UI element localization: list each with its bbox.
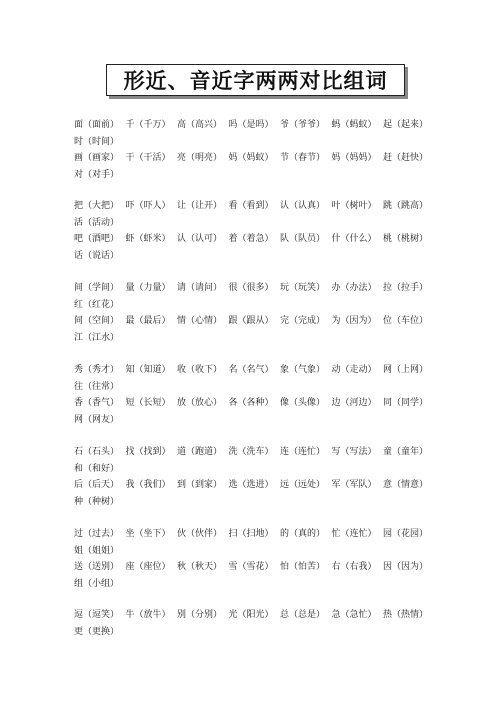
word-entry: 更（更换） — [74, 626, 120, 637]
word-entry: 蚂（蚂蚁） — [331, 120, 377, 131]
word-row — [74, 362, 454, 379]
word-entry: 坐（坐下） — [125, 529, 171, 540]
word-row-continuation — [74, 379, 454, 396]
word-entry: 位（车位） — [383, 316, 429, 327]
word-entry: 吗（是吗） — [228, 120, 274, 131]
word-entry: 千（千万） — [125, 120, 171, 131]
word-entry: 玩（玩笑） — [280, 283, 326, 294]
word-entry: 童（童年） — [383, 447, 429, 458]
word-entry: 江（江水） — [74, 332, 120, 343]
word-entry: 因（因为） — [383, 562, 429, 573]
word-row-continuation — [74, 134, 454, 151]
word-entry: 和（和好） — [74, 463, 120, 474]
word-entry: 我（我们） — [125, 480, 171, 491]
word-row — [74, 395, 454, 412]
word-entry: 秀（秀才） — [74, 365, 120, 376]
word-group — [74, 444, 454, 510]
word-row — [74, 559, 454, 576]
word-entry: 量（力量） — [125, 283, 171, 294]
word-entry: 的（真的） — [280, 529, 326, 540]
word-entry: 各（各种） — [228, 398, 274, 409]
word-group — [74, 526, 454, 592]
word-row — [74, 150, 454, 167]
word-group — [74, 280, 454, 346]
word-row-continuation — [74, 248, 454, 265]
word-group — [74, 198, 454, 264]
word-entry: 像（头像） — [280, 398, 326, 409]
word-entry: 道（跑道） — [177, 447, 223, 458]
word-row-continuation — [74, 543, 454, 560]
word-entry: 认（认可） — [177, 234, 223, 245]
word-entry: 什（什么） — [331, 234, 377, 245]
word-entry: 网（上网） — [383, 365, 429, 376]
word-entry: 短（长短） — [125, 398, 171, 409]
word-entry: 名（名气） — [228, 365, 274, 376]
word-entry: 对（对手） — [74, 169, 120, 180]
word-row — [74, 444, 454, 461]
page-title: 形近、音近字两两对比组词 — [106, 64, 405, 96]
word-entry: 很（很多） — [228, 283, 274, 294]
word-entry: 拉（拉手） — [383, 283, 429, 294]
word-entry: 画（画家） — [74, 153, 120, 164]
word-entry: 后（后天） — [74, 480, 120, 491]
word-entry: 姐（姐姐） — [74, 545, 120, 556]
word-entry: 放（放心） — [177, 398, 223, 409]
word-entry: 别（分别） — [177, 610, 223, 621]
word-entry: 牛（放牛） — [125, 610, 171, 621]
word-entry: 爷（爷爷） — [280, 120, 326, 131]
word-entry: 网（网友） — [74, 414, 120, 425]
word-entry: 总（总是） — [280, 610, 326, 621]
word-entry: 让（让开） — [177, 201, 223, 212]
word-entry: 园（花园） — [383, 529, 429, 540]
word-entry: 送（送别） — [74, 562, 120, 573]
word-entry: 起（起来） — [383, 120, 429, 131]
word-entry: 知（知道） — [125, 365, 171, 376]
word-entry: 石（石头） — [74, 447, 120, 458]
word-row-continuation — [74, 576, 454, 593]
word-entry: 红（红花） — [74, 299, 120, 310]
word-entry: 跟（跟从） — [228, 316, 274, 327]
word-entry: 时（时间） — [74, 136, 120, 147]
word-entry: 把（大把） — [74, 201, 120, 212]
word-row — [74, 477, 454, 494]
word-row — [74, 280, 454, 297]
word-entry: 叶（树叶） — [331, 201, 377, 212]
word-row-continuation — [74, 461, 454, 478]
word-entry: 间（空间） — [74, 316, 120, 327]
word-row-continuation — [74, 494, 454, 511]
word-group — [74, 117, 454, 183]
word-entry: 面（面前） — [74, 120, 120, 131]
word-entry: 跳（跳高） — [383, 201, 429, 212]
word-entry: 选（选进） — [228, 480, 274, 491]
word-entry: 吧（酒吧） — [74, 234, 120, 245]
word-row-continuation — [74, 297, 454, 314]
word-row — [74, 231, 454, 248]
word-entry: 办（办法） — [331, 283, 377, 294]
word-entry: 逗（逗笑） — [74, 610, 120, 621]
word-entry: 妈（妈蚁） — [228, 153, 274, 164]
word-entry: 同（同学） — [383, 398, 429, 409]
word-entry: 收（收下） — [177, 365, 223, 376]
word-entry: 怕（怕苦） — [280, 562, 326, 573]
word-entry: 找（找到） — [125, 447, 171, 458]
word-entry: 动（走动） — [331, 365, 377, 376]
word-entry: 过（过去） — [74, 529, 120, 540]
word-entry: 间（学间） — [74, 283, 120, 294]
word-entry: 意（情意） — [383, 480, 429, 491]
word-entry: 活（活动） — [74, 217, 120, 228]
word-entry: 洗（洗车） — [228, 447, 274, 458]
word-group — [74, 607, 454, 640]
word-row — [74, 526, 454, 543]
word-entry: 忙（连忙） — [331, 529, 377, 540]
word-entry: 伙（伙伴） — [177, 529, 223, 540]
word-row — [74, 117, 454, 134]
word-row-continuation — [74, 624, 454, 641]
word-entry: 到（到家） — [177, 480, 223, 491]
word-row-continuation — [74, 330, 454, 347]
word-entry: 组（小组） — [74, 578, 120, 589]
word-entry: 象（气象） — [280, 365, 326, 376]
word-entry: 着（着急） — [228, 234, 274, 245]
word-entry: 热（热情） — [383, 610, 429, 621]
word-entry: 干（干活） — [125, 153, 171, 164]
word-entry: 军（军队） — [331, 480, 377, 491]
word-entry: 连（连忙） — [280, 447, 326, 458]
word-entry: 香（香气） — [74, 398, 120, 409]
word-entry: 看（看到） — [228, 201, 274, 212]
word-entry: 情（心情） — [177, 316, 223, 327]
word-entry: 吓（吓人） — [125, 201, 171, 212]
word-row — [74, 607, 454, 624]
word-entry: 扫（扫地） — [228, 529, 274, 540]
word-row — [74, 198, 454, 215]
word-entry: 最（最后） — [125, 316, 171, 327]
word-row — [74, 313, 454, 330]
word-entry: 边（河边） — [331, 398, 377, 409]
word-entry: 请（请问） — [177, 283, 223, 294]
word-entry: 赶（赶快） — [383, 153, 429, 164]
word-row-continuation — [74, 215, 454, 232]
word-entry: 节（春节） — [280, 153, 326, 164]
word-entry: 急（急忙） — [331, 610, 377, 621]
word-entry: 桃（桃树） — [383, 234, 429, 245]
word-entry: 话（说话） — [74, 250, 120, 261]
word-entry: 妈（妈妈） — [331, 153, 377, 164]
word-entry: 队（队员） — [280, 234, 326, 245]
word-entry: 亮（明亮） — [177, 153, 223, 164]
word-entry: 完（完成） — [280, 316, 326, 327]
word-row-continuation — [74, 412, 454, 429]
word-entry: 虾（虾米） — [125, 234, 171, 245]
word-entry: 写（写法） — [331, 447, 377, 458]
word-entry: 秋（秋天） — [177, 562, 223, 573]
word-entry: 光（阳光） — [228, 610, 274, 621]
word-entry: 远（远处） — [280, 480, 326, 491]
word-row-continuation — [74, 167, 454, 184]
word-entry: 雪（雪花） — [228, 562, 274, 573]
word-group — [74, 362, 454, 428]
word-entry: 座（座位） — [125, 562, 171, 573]
word-entry: 右（右我） — [331, 562, 377, 573]
word-entry: 认（认真） — [280, 201, 326, 212]
word-entry: 往（往常） — [74, 381, 120, 392]
word-entry: 种（种树） — [74, 496, 120, 507]
word-entry: 为（因为） — [331, 316, 377, 327]
word-entry: 高（高兴） — [177, 120, 223, 131]
